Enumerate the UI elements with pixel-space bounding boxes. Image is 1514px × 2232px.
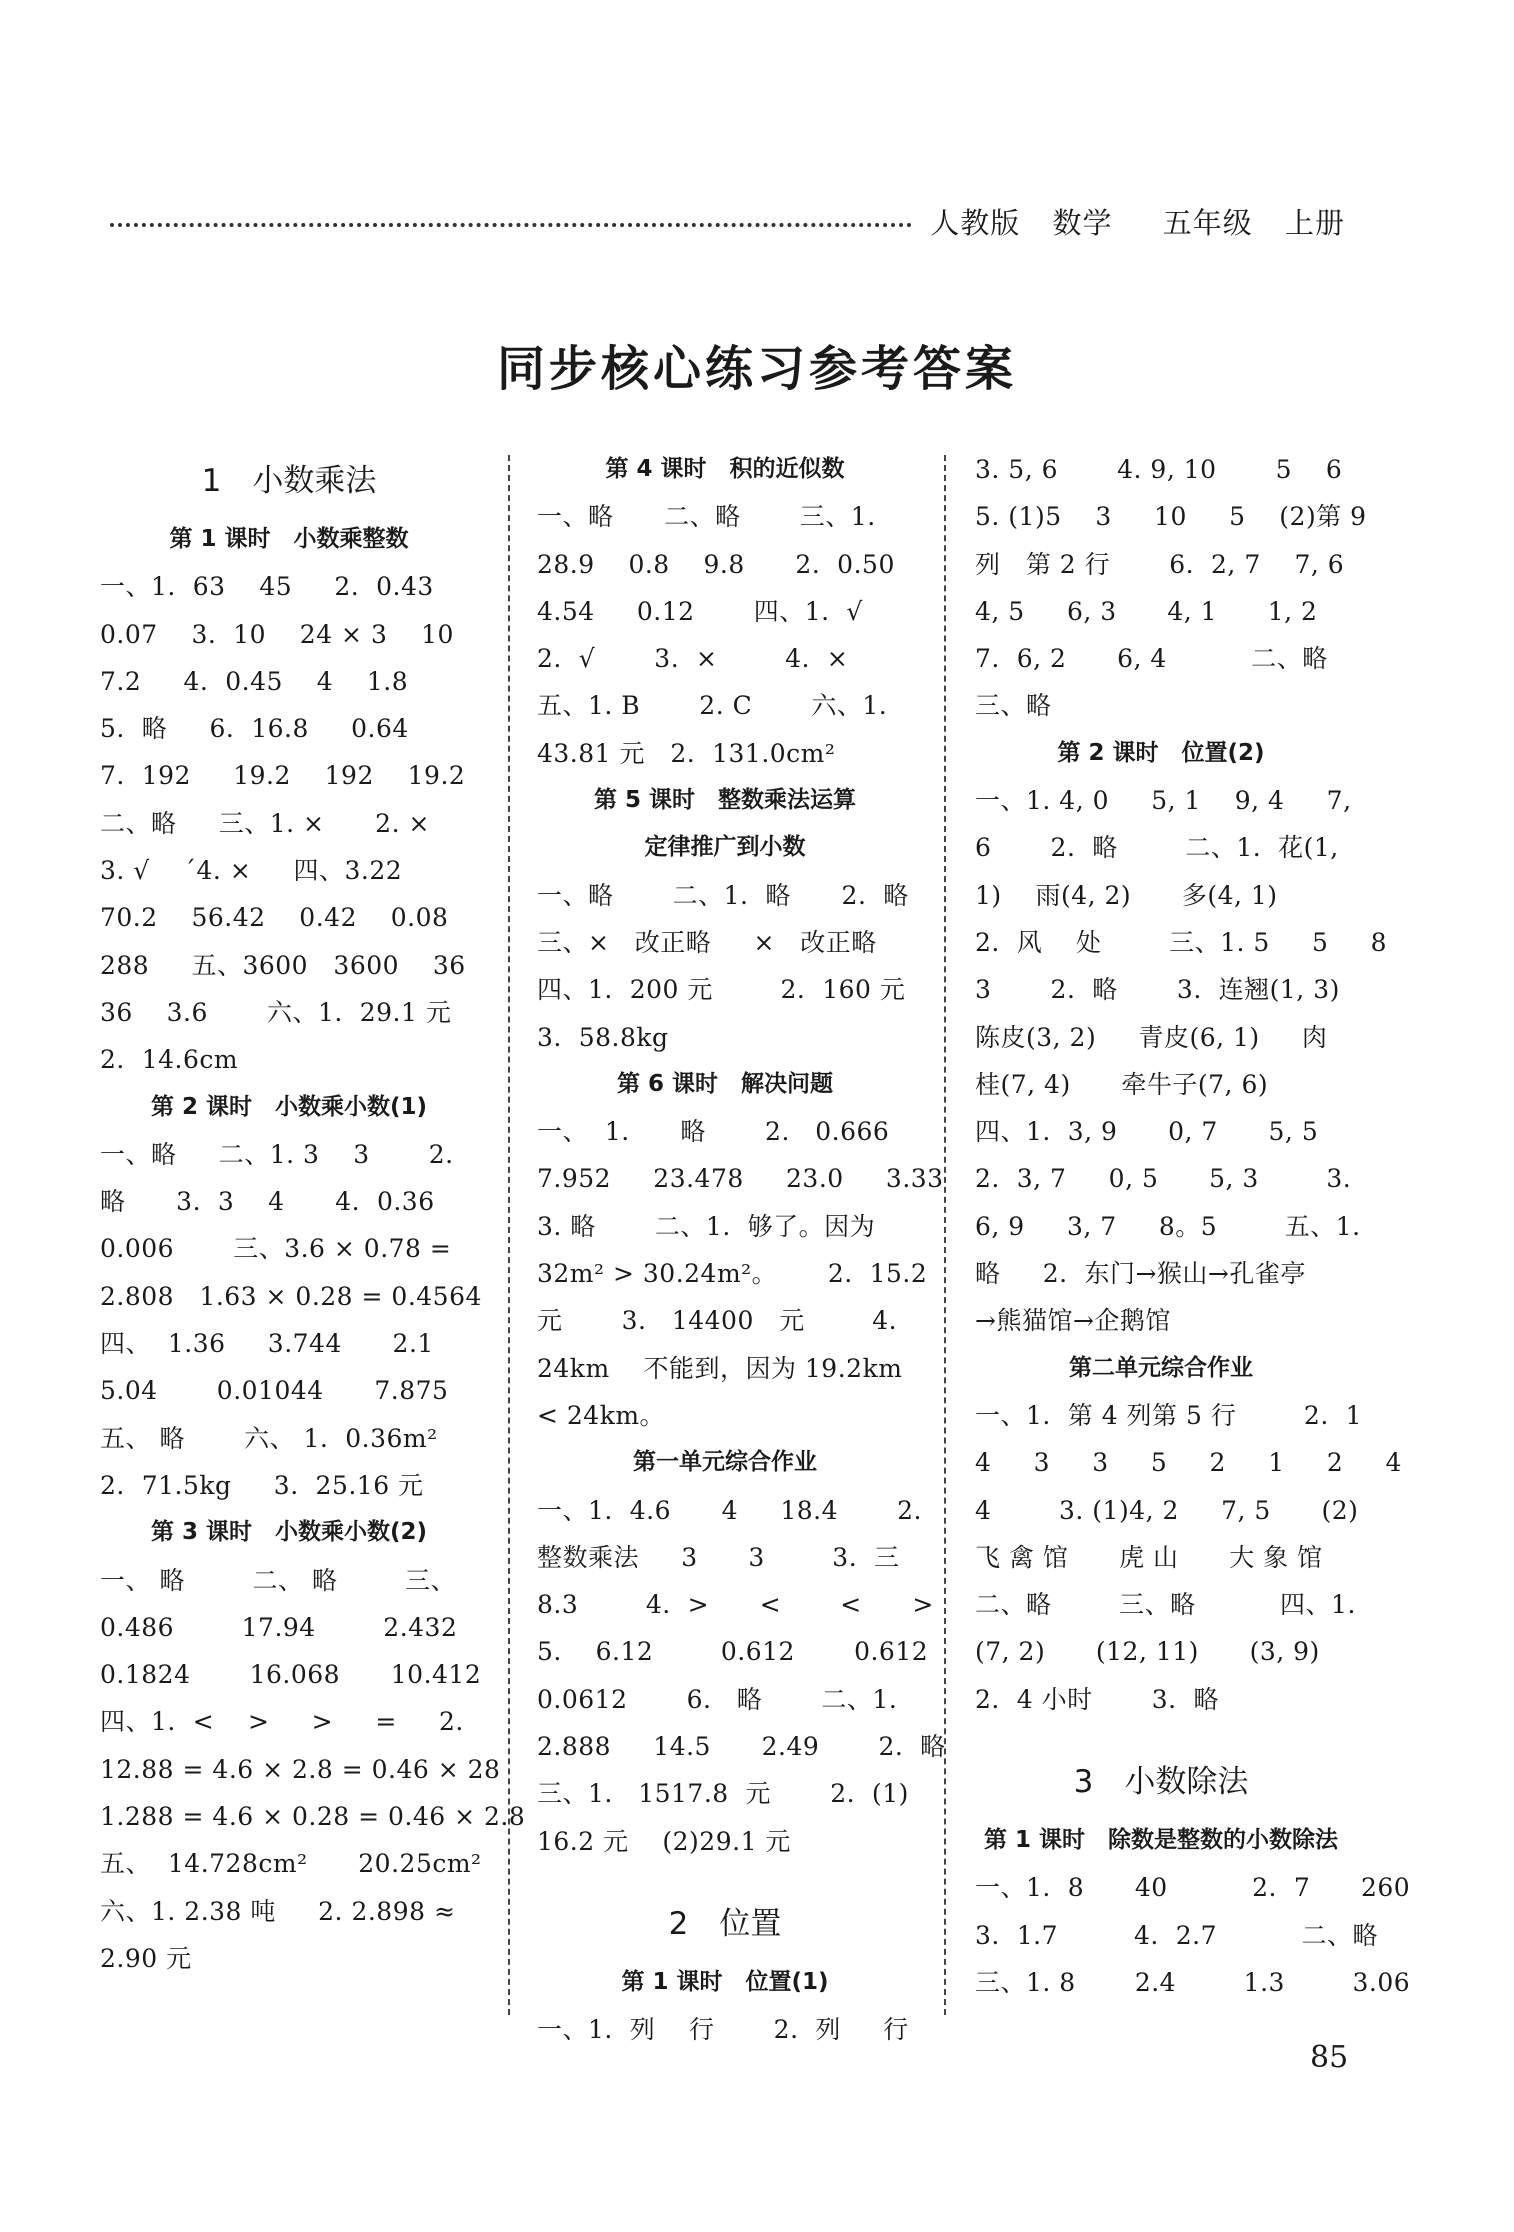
answer-line: 0.1824 16.068 10.412	[100, 1660, 482, 1690]
lesson-heading: 第一单元综合作业	[633, 1449, 817, 1476]
answer-line: 一、略 二、略 三、1.	[537, 502, 876, 532]
answer-line: 36 3.6 六、1. 29.1 元	[100, 997, 452, 1027]
answer-column-1	[100, 446, 526, 1982]
answer-line: 桂(7, 4) 牵牛子(7, 6)	[975, 1069, 1269, 1099]
lesson-heading: 定律推广到小数	[644, 834, 806, 861]
lesson-heading: 第二单元综合作业	[1069, 1354, 1253, 1381]
page-title: 同步核心练习参考答案	[496, 341, 1017, 397]
lesson-heading: 第 4 课时 积的近似数	[605, 456, 845, 482]
answer-line: 四、1. < > > = 2.	[100, 1707, 464, 1737]
section-spacer	[537, 1865, 913, 1889]
answer-line: 2. 4 小时 3. 略	[975, 1684, 1219, 1714]
answer-line: 一、1. 8 40 2. 7 260	[975, 1873, 1411, 1903]
lesson-heading: 第 1 课时 小数乘整数	[169, 526, 409, 552]
answer-line: 7. 6, 2 6, 4 二、略	[975, 644, 1328, 674]
answer-line: 元 3. 14400 元 4.	[537, 1306, 898, 1336]
page-header	[110, 196, 1345, 246]
header-meta	[930, 201, 1345, 242]
answer-line: 2. 71.5kg 3. 25.16 元	[100, 1470, 424, 1500]
lesson-heading: 第 2 课时 小数乘小数(1)	[150, 1093, 428, 1120]
answer-line: 2.888 14.5 2.49 2. 略	[537, 1732, 946, 1762]
answer-line: 2. 风 处 三、1. 5 5 8	[975, 927, 1388, 957]
answer-line: 整数乘法 3 3 3. 三	[537, 1542, 900, 1572]
answer-line: 三、略	[975, 691, 1052, 721]
answer-line: 70.2 56.42 0.42 0.08	[100, 903, 449, 933]
answer-line: 3. 58.8kg	[537, 1022, 669, 1052]
answer-line: 飞 禽 馆 虎 山 大 象 馆	[975, 1542, 1323, 1572]
answer-line: 一、1. 第 4 列第 5 行 2. 1	[975, 1400, 1363, 1430]
header-volume: 上册	[1284, 205, 1345, 240]
page-number: 85	[1310, 2040, 1349, 2075]
answer-line: 4 3. (1)4, 2 7, 5 (2)	[975, 1495, 1359, 1525]
header-edition: 人教版	[930, 205, 1021, 240]
lesson-heading: 第 1 课时 除数是整数的小数除法	[983, 1827, 1339, 1854]
answer-line: 16.2 元 (2)29.1 元	[537, 1826, 791, 1856]
unit-heading: 3 小数除法	[1073, 1764, 1249, 1801]
answer-line: 四、1. 3, 9 0, 7 5, 5	[975, 1117, 1319, 1147]
answer-line: 2. 14.6cm	[100, 1045, 239, 1075]
answer-line: →熊猫馆→企鹅馆	[975, 1306, 1171, 1336]
answer-line: 3. √ ´4. × 四、3.22	[100, 856, 403, 886]
lesson-heading: 第 5 课时 整数乘法运算	[593, 787, 857, 814]
lesson-heading: 第 3 课时 小数乘小数(2)	[150, 1519, 428, 1546]
answer-line: (7, 2) (12, 11) (3, 9)	[975, 1637, 1320, 1667]
answer-line: 0.486 17.94 2.432	[100, 1612, 458, 1642]
answer-line: 一、1. 63 45 2. 0.43	[100, 572, 434, 602]
answer-line: 3 2. 略 3. 连翘(1, 3)	[975, 975, 1340, 1005]
lesson-heading: 第 1 课时 位置(1)	[621, 1968, 829, 1995]
answer-line: 24km 不能到，因为 19.2km	[537, 1353, 903, 1383]
column-divider	[508, 455, 510, 2015]
header-grade: 五年级	[1162, 205, 1253, 240]
answer-line: 陈皮(3, 2) 青皮(6, 1) 肉	[975, 1022, 1328, 1052]
answer-line: 略 3. 3 4 4. 0.36	[100, 1187, 435, 1217]
answer-line: 一、1. 列 行 2. 列 行	[537, 2015, 909, 2045]
answer-line: 二、略 三、1. × 2. ×	[100, 808, 430, 838]
answer-line: 2.808 1.63 × 0.28 = 0.4564	[100, 1281, 482, 1311]
answer-line: 28.9 0.8 9.8 2. 0.50	[537, 549, 895, 579]
header-dotted-rule	[110, 223, 912, 227]
answer-line: 5. 略 6. 16.8 0.64	[100, 714, 409, 744]
header-subject: 数学	[1052, 205, 1113, 240]
answer-line: 列 第 2 行 6. 2, 7 7, 6	[975, 549, 1345, 579]
answer-line: 五、 略 六、 1. 0.36m²	[100, 1423, 438, 1453]
answer-line: 三、1. 8 2.4 1.3 3.06	[975, 1967, 1411, 1997]
answer-line: 3. 略 二、1. 够了。因为	[537, 1211, 876, 1241]
answer-line: 一、略 二、1. 略 2. 略	[537, 880, 909, 910]
lesson-heading: 第 6 课时 解决问题	[616, 1070, 834, 1097]
answer-line: 一、 1. 略 2. 0.666	[537, 1117, 890, 1147]
answer-line: 7. 192 19.2 192 19.2	[100, 761, 466, 791]
answer-line: 5.04 0.01044 7.875	[100, 1376, 449, 1406]
answer-line: 0.006 三、3.6 × 0.78 =	[100, 1234, 452, 1264]
answer-line: 2. √ 3. × 4. ×	[537, 644, 849, 674]
answer-line: 4, 5 6, 3 4, 1 1, 2	[975, 596, 1318, 626]
answer-line: 2.90 元	[100, 1943, 192, 1973]
answer-line: 四、1. 200 元 2. 160 元	[537, 975, 906, 1005]
answer-line: 3. 5, 6 4. 9, 10 5 6	[975, 455, 1343, 484]
lesson-heading: 第 2 课时 位置(2)	[1057, 739, 1265, 766]
unit-heading: 2 位置	[668, 1905, 782, 1942]
answer-line: 8.3 4. > < < >	[537, 1590, 934, 1620]
answer-line: 二、略 三、略 四、1.	[975, 1590, 1356, 1620]
answer-line: 0.07 3. 10 24 × 3 10	[100, 619, 454, 649]
answer-line: 六、1. 2.38 吨 2. 2.898 ≈	[100, 1896, 456, 1926]
answer-line: 32m² > 30.24m²。 2. 15.2	[537, 1259, 928, 1289]
answer-line: 五、1. B 2. C 六、1.	[537, 691, 888, 721]
answer-line: 6 2. 略 二、1. 花(1,	[975, 833, 1339, 863]
answer-column-3	[975, 446, 1411, 2006]
answer-line: 5. 6.12 0.612 0.612	[537, 1637, 929, 1667]
answer-line: 一、略 二、1. 3 3 2.	[100, 1139, 454, 1169]
answer-line: < 24km。	[537, 1400, 666, 1430]
answer-line: 三、1. 1517.8 元 2. (1)	[537, 1779, 909, 1809]
column-divider	[944, 455, 946, 2015]
answer-column-2	[537, 446, 946, 2054]
answer-line: 五、 14.728cm² 20.25cm²	[100, 1849, 482, 1879]
answer-line: 12.88 = 4.6 × 2.8 = 0.46 × 28	[100, 1754, 501, 1784]
answer-line: 四、 1.36 3.744 2.1	[100, 1329, 434, 1359]
answer-line: 一、 略 二、 略 三、	[100, 1565, 457, 1595]
answer-line: 0.0612 6. 略 二、1.	[537, 1684, 898, 1714]
answer-line: 三、× 改正略 × 改正略	[537, 927, 877, 957]
answer-line: 1.288 = 4.6 × 0.28 = 0.46 × 2.8	[100, 1802, 526, 1832]
answer-line: 一、1. 4, 0 5, 1 9, 4 7,	[975, 786, 1352, 816]
answer-line: 1) 雨(4, 2) 多(4, 1)	[975, 880, 1278, 910]
answer-line: 6, 9 3, 7 8。5 五、1.	[975, 1211, 1361, 1241]
unit-heading: 1 小数乘法	[201, 463, 377, 499]
answer-line: 4 3 3 5 2 1 2 4	[975, 1448, 1402, 1478]
answer-line: 7.2 4. 0.45 4 1.8	[100, 666, 409, 696]
answer-line: 7.952 23.478 23.0 3.33	[537, 1164, 944, 1194]
answer-line: 一、1. 4.6 4 18.4 2.	[537, 1495, 922, 1525]
answer-line: 略 2. 东门→猴山→孔雀亭	[975, 1259, 1306, 1289]
answer-line: 4.54 0.12 四、1. √	[537, 596, 863, 626]
answer-line: 2. 3, 7 0, 5 5, 3 3.	[975, 1164, 1352, 1194]
answer-line: 288 五、3600 3600 36	[100, 950, 466, 980]
answer-line: 43.81 元 2. 131.0cm²	[537, 738, 836, 768]
answer-line: 3. 1.7 4. 2.7 二、略	[975, 1920, 1378, 1950]
answer-line: 5. (1)5 3 10 5 (2)第 9	[975, 502, 1367, 532]
section-spacer	[975, 1723, 1347, 1747]
